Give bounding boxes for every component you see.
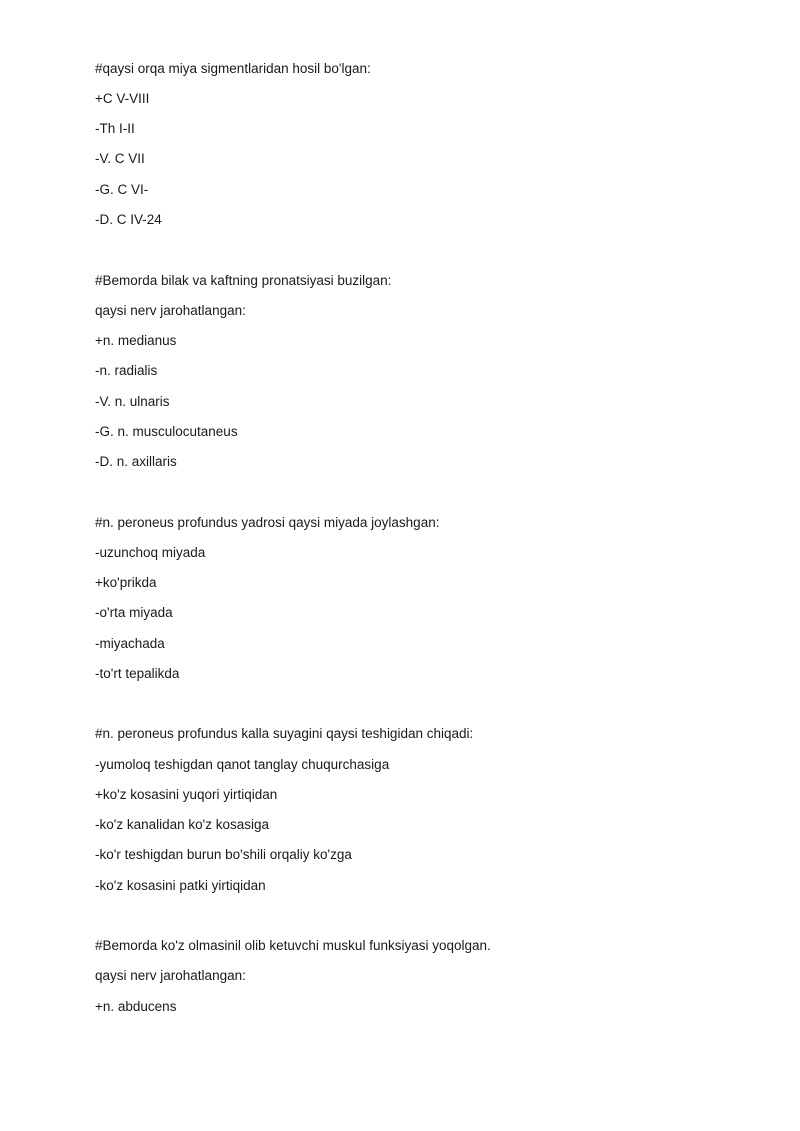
- question-2-option-b: -n. radialis: [95, 363, 158, 378]
- question-4-option-b: +ko'z kosasini yuqori yirtiqidan: [95, 787, 278, 802]
- question-4-option-c: -ko'z kanalidan ko'z kosasiga: [95, 817, 269, 832]
- question-2-option-a: +n. medianus: [95, 333, 177, 348]
- question-5-text: #Bemorda ko'z olmasinil olib ketuvchi muskul funksiyasi yoqolgan.: [95, 938, 491, 953]
- question-4-text: #n. peroneus profundus kalla suyagini qaysi teshigidan chiqadi:: [95, 726, 474, 741]
- question-2-text: #Bemorda bilak va kaftning pronatsiyasi buzilgan:: [95, 273, 392, 288]
- question-2-option-e: -D. n. axillaris: [95, 454, 177, 469]
- question-1-option-a: +C V-VIII: [95, 91, 150, 106]
- question-3-option-c: -o'rta miyada: [95, 605, 173, 620]
- question-1-option-d: -G. C VI-: [95, 182, 149, 197]
- question-2-option-c: -V. n. ulnaris: [95, 394, 170, 409]
- question-3-option-d: -miyachada: [95, 636, 165, 651]
- question-1-option-e: -D. C IV-24: [95, 212, 162, 227]
- question-1-text: #qaysi orqa miya sigmentlaridan hosil bo'lgan:: [95, 61, 371, 76]
- question-3-option-b: +ko'prikda: [95, 575, 157, 590]
- question-5-subtext: qaysi nerv jarohatlangan:: [95, 968, 246, 983]
- question-1-option-b: -Th I-II: [95, 121, 135, 136]
- question-4-option-e: -ko'z kosasini patki yirtiqidan: [95, 878, 266, 893]
- question-4-option-d: -ko'r teshigdan burun bo'shili orqaliy ko'zga: [95, 847, 352, 862]
- question-4-option-a: -yumoloq teshigdan qanot tanglay chuqurchasiga: [95, 757, 390, 772]
- question-3-option-a: -uzunchoq miyada: [95, 545, 206, 560]
- question-5-option-a: +n. abducens: [95, 999, 177, 1014]
- question-3-option-e: -to'rt tepalikda: [95, 666, 180, 681]
- question-3-text: #n. peroneus profundus yadrosi qaysi miyada joylashgan:: [95, 515, 440, 530]
- question-2-subtext: qaysi nerv jarohatlangan:: [95, 303, 246, 318]
- question-2-option-d: -G. n. musculocutaneus: [95, 424, 238, 439]
- question-1-option-c: -V. C VII: [95, 151, 145, 166]
